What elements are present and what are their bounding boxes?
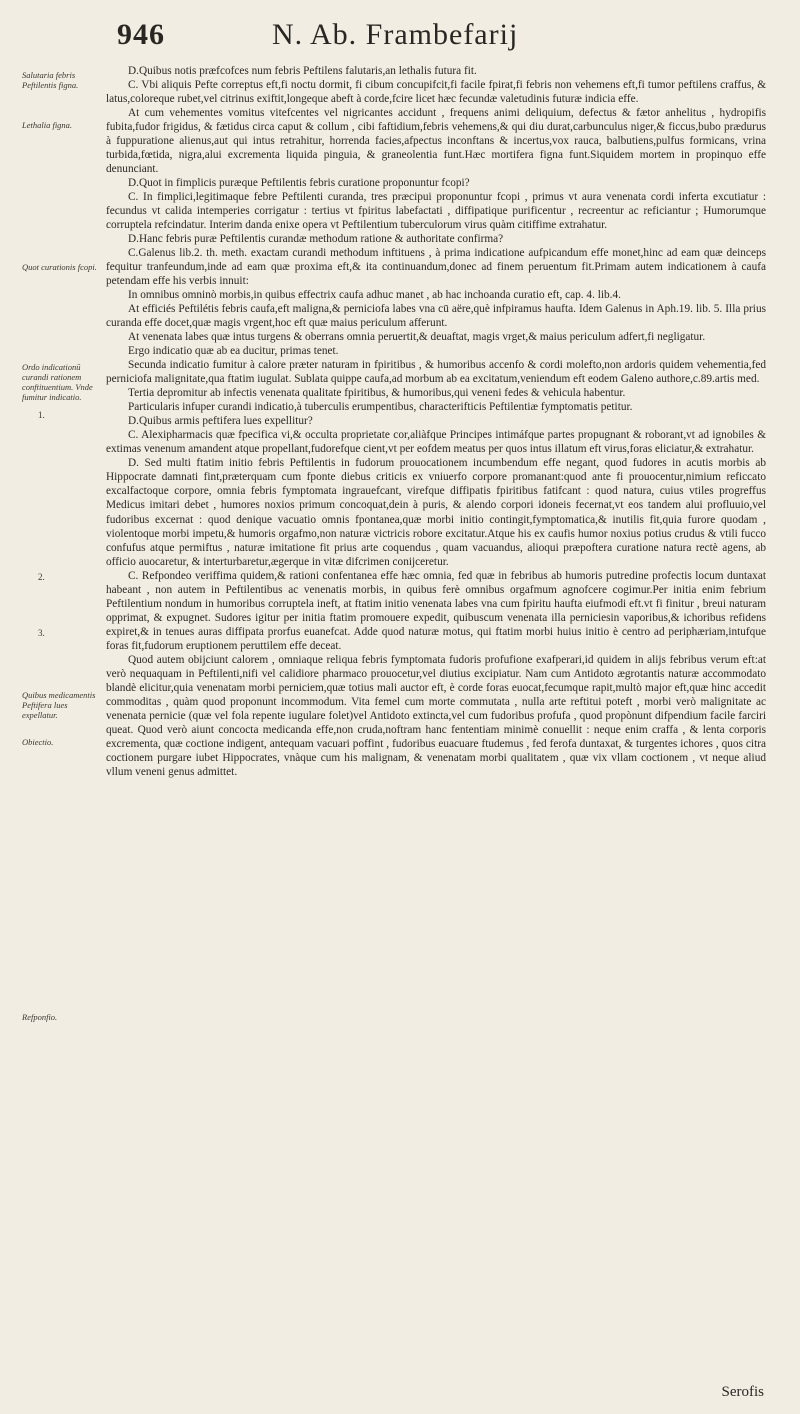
- paragraph: Particularis infuper curandi indicatio,à tuberculis erumpentibus, characterifticis Peftilentiæ fymptomatis petitur.: [128, 401, 633, 414]
- margin-note: Ordo indicationū curandi rationem conftituentium. Vnde fumitur indicatio.: [22, 362, 93, 402]
- margin-note: Salutaria febris Peftilentis figna.: [22, 70, 79, 90]
- margin-note: Obiectio.: [22, 737, 54, 747]
- paragraph: Quod autem obijciunt calorem , omniaque reliqua febris fymptomata fudoris profufione exafperari,id quidem in alijs febribus verum eft:at verò nequaquam in Peftilenti,nifi vel calidiore pharmaco prouocetur,vel diutius excipiatur. Nam cum Antidoto ægrotantis naturæ accommodato blandè elicitur,quia venenatam morbi perniciem,quæ totius mali auctor eft, è corde foras euocat,fecumque rapit,multò major eft,quæ hinc accedit commoditas , quàm quod proponunt incommodum. Vita femel cum morte commutata , nulla arte reftitui poteft , morbi verò malignitate ac venenata pernicie (quæ vel fola repente iugulare folet)vel Antidoto extincta,vel cum fudoribus profufa , quod propònunt difpendium facile farciri queat. Quod verò aiunt concocta medicanda effe,non cruda,noftram hanc fententiam minimè conuellit : neque enim craffa , & lenta corporis excrementa, quæ coctione indigent, antequam vacuari poffint , fudoribus euacuare ftudemus , fed ferofa duntaxat, & turgentes ichores , quos citra coctionem purgare iubet Hippocrates, vnàque cum his malignam, & venenatam morbi qualitatem , quæ vix vllam coctionem , vt neque aliud vllum veneni genus admittet.: [106, 653, 766, 778]
- paragraph: At efficiés Peftilétis febris caufa,eft maligna,& perniciofa labes vna cū aëre,què infpiramus haufta. Idem Galenus in Aph.19. lib. 5. Illa prius curanda effe docet,quæ magis vrgent,hoc eft quæ maius periculum afferunt.: [106, 303, 766, 330]
- margin-note: Refponfio.: [22, 1012, 58, 1022]
- page-header: [0, 18, 800, 58]
- margin-note: 3.: [38, 628, 45, 638]
- margin-note: 1.: [38, 410, 45, 420]
- paragraph: C. Refpondeo veriffima quidem,& rationi confentanea effe hæc omnia, fed quæ in febribus ab humoris putredine profectis locum duntaxat habeant , non autem in Peftilentibus ac venenatis morbis, in quibus ferè omnibus orgafmum agnofcere cogimur.Per initia enim febrium Peftilentium nondum in humoribus corruptela ineft, at ftatim initio venenata labes vna cum fpiritu haufta eiufmodi eft.vt fi finitur , breui naturam opprimat, & expugnet. Sudores igitur per initia ftatim promouere expedit, quibuscum venenata illa perniciesin vaporibus,& ichoribus refidens expiret,& in tenues auras diffipata prorfus euanefcat. Adde quod naturæ motus, qui ftatim morbi huius initio è centro ad periphæriam,intufque foras fit,fudorum eruptionem peruttilem effe deceat.: [106, 569, 766, 652]
- margin-note: 2.: [38, 572, 45, 582]
- paragraph: D.Quibus armis peftifera lues expellitur?: [128, 415, 313, 428]
- paragraph: C.Galenus lib.2. th. meth. exactam curandi methodum inftituens , à prima indicatione aufpicandum effe monet,hinc ad eam quæ deinceps fequitur tranfeundum,inde ad eam quæ proxima eft,& ita continuandum,donec ad finem peruentum fit.Primam autem indicationem à caufa petendam effe his verbis innuit:: [106, 247, 766, 288]
- paragraph: D. Sed multi ftatim initio febris Peftilentis in fudorum prouocationem incumbendum effe negant, quod fudores in acutis morbis ab Hippocrate damnati fint,præterquam cum fponte diebus criticis ex vniuerfo corpore promanant:quod ante fi prouocentur,nimium reficcato excalfactoque corpore, omnia febris fymptomata ingrauefcant, virefque diffipatis fpiritibus fatifcant : quod natura, cuius vtiles progreffus Medicus imitari debet , humores noxios primum concoquat,dein à puris, & alendo corpori idoneis fecernat,vt eos tandem alui profluuio,vel fudoribus excernat : quod denique vacuatio omnis fpontanea,quæ morbi initio contingit,fymptomatica,& inutilis fit,quia furore quodam , violentoque morbi impetu,& humoris orgafmo,non naturæ victricis robore excitatur.Atque his ex caufis humor noxius potius crudus & vtili fucco confufus atque permiftus , naturæ imitatione fit prius arte coquendus , quam vacuandus, alioqui præpoftera curatione natura rectè agens, ab officio auocaretur, & interturbaretur,ægerque in vitæ difcrimen conijceretur.: [106, 457, 766, 568]
- paragraph: At cum vehementes vomitus vitefcentes vel nigricantes accidunt , frequens animi deliquium, defectus & fætor anhelitus , hydropifis fubita,fudor frigidus, & fætidus circa caput & collum , cibi faftidium,febris vehemens,& qui diu durat,carbunculus niger,& ficcus,bubo prædurus à fuppuratione alienus,aut qui intus retrahitur, horrenda facies,afpectus inconftans & incertus,vox rauca, balbutiens,pulfus formicans, vrina turbida,fœtida, nigra,alui excrementa liquida pinguia, & graneolentia funt.Hæc mortifera figna funt.Siquidem mortem in propinquo effe denunciant.: [106, 107, 766, 176]
- page-number: 946: [117, 18, 165, 51]
- margin-note: Quibus medicamentis Peftifera lues expellatur.: [22, 690, 96, 720]
- paragraph: Secunda indicatio fumitur à calore præter naturam in fpiritibus , & humoribus accenfo & cordi molefto,non ardoris quidem vehementia,fed perniciofa malignitate,qua ftatim iugulat. Sublata quippe caufa,ad morbum ab ea excitatum,veniendum eft eodem Galeno authore,c.89.artis med.: [106, 359, 766, 386]
- paragraph: C. In fimplici,legitimaque febre Peftilenti curanda, tres præcipui proponuntur fcopi , primus vt aura venenata cordi inferta excutiatur : fecundus vt calida intemperies corrigatur : tertius vt fpiritus labefactati , diffipatique purificentur , recreentur ac reficiantur ; Humorumque corruptela refcindatur. Interim danda enixe opera vt Peftilentium tuberculorum virus quàm citiffime extrahatur.: [106, 191, 766, 232]
- paragraph: C. Alexipharmacis quæ fpecifica vi,& occulta proprietate cor,aliàfque Principes intimáfque partes propugnant & roborant,vt ad ignobiles & extimas venenum amandent atque propellant,fudorefque cient,vt per eofdem meatus per quos intus illatum eft virus,foras eliciatur,& extrahatur.: [106, 429, 766, 456]
- paragraph: C. Vbi aliquis Pefte correptus eft,fi noctu dormit, fi cibum concupifcit,fi facile fpirat,fi febris non vehemens eft,fi tumor peftilens craffus, & latus,coloreque rubet,vel citrinus exiftit,longeque abeft à corde,fcire licet hæc fecundæ valetudinis futuræ indicia effe.: [106, 79, 766, 106]
- paragraph: D.Hanc febris puræ Peftilentis curandæ methodum ratione & authoritate confirma?: [128, 233, 504, 246]
- margin-note: Lethalia figna.: [22, 120, 73, 130]
- running-title: N. Ab. Frambefarij: [272, 18, 519, 51]
- paragraph: In omnibus omninò morbis,in quibus effectrix caufa adhuc manet , ab hac inchoanda curatio eft, cap. 4. lib.4.: [128, 289, 621, 302]
- catchword: Serofis: [721, 1384, 764, 1400]
- text-body: [106, 64, 766, 779]
- paragraph: D.Quot in fimplicis puræque Peftilentis febris curatione proponuntur fcopi?: [128, 177, 470, 190]
- margin-note: Quot curationis fcopi.: [22, 262, 97, 272]
- paragraph: Ergo indicatio quæ ab ea ducitur, primas tenet.: [128, 345, 339, 358]
- paragraph: At venenata labes quæ intus turgens & oberrans omnia peruertit,& deuaftat, magis vrget,& maius periculum adfert,fi negligatur.: [128, 331, 706, 344]
- paragraph: D.Quibus notis præfcofces num febris Peftilens falutaris,an lethalis futura fit.: [128, 65, 477, 77]
- paragraph: Tertia depromitur ab infectis venenata qualitate fpiritibus, & humoribus,qui veneni fedes & vehicula habentur.: [128, 387, 626, 400]
